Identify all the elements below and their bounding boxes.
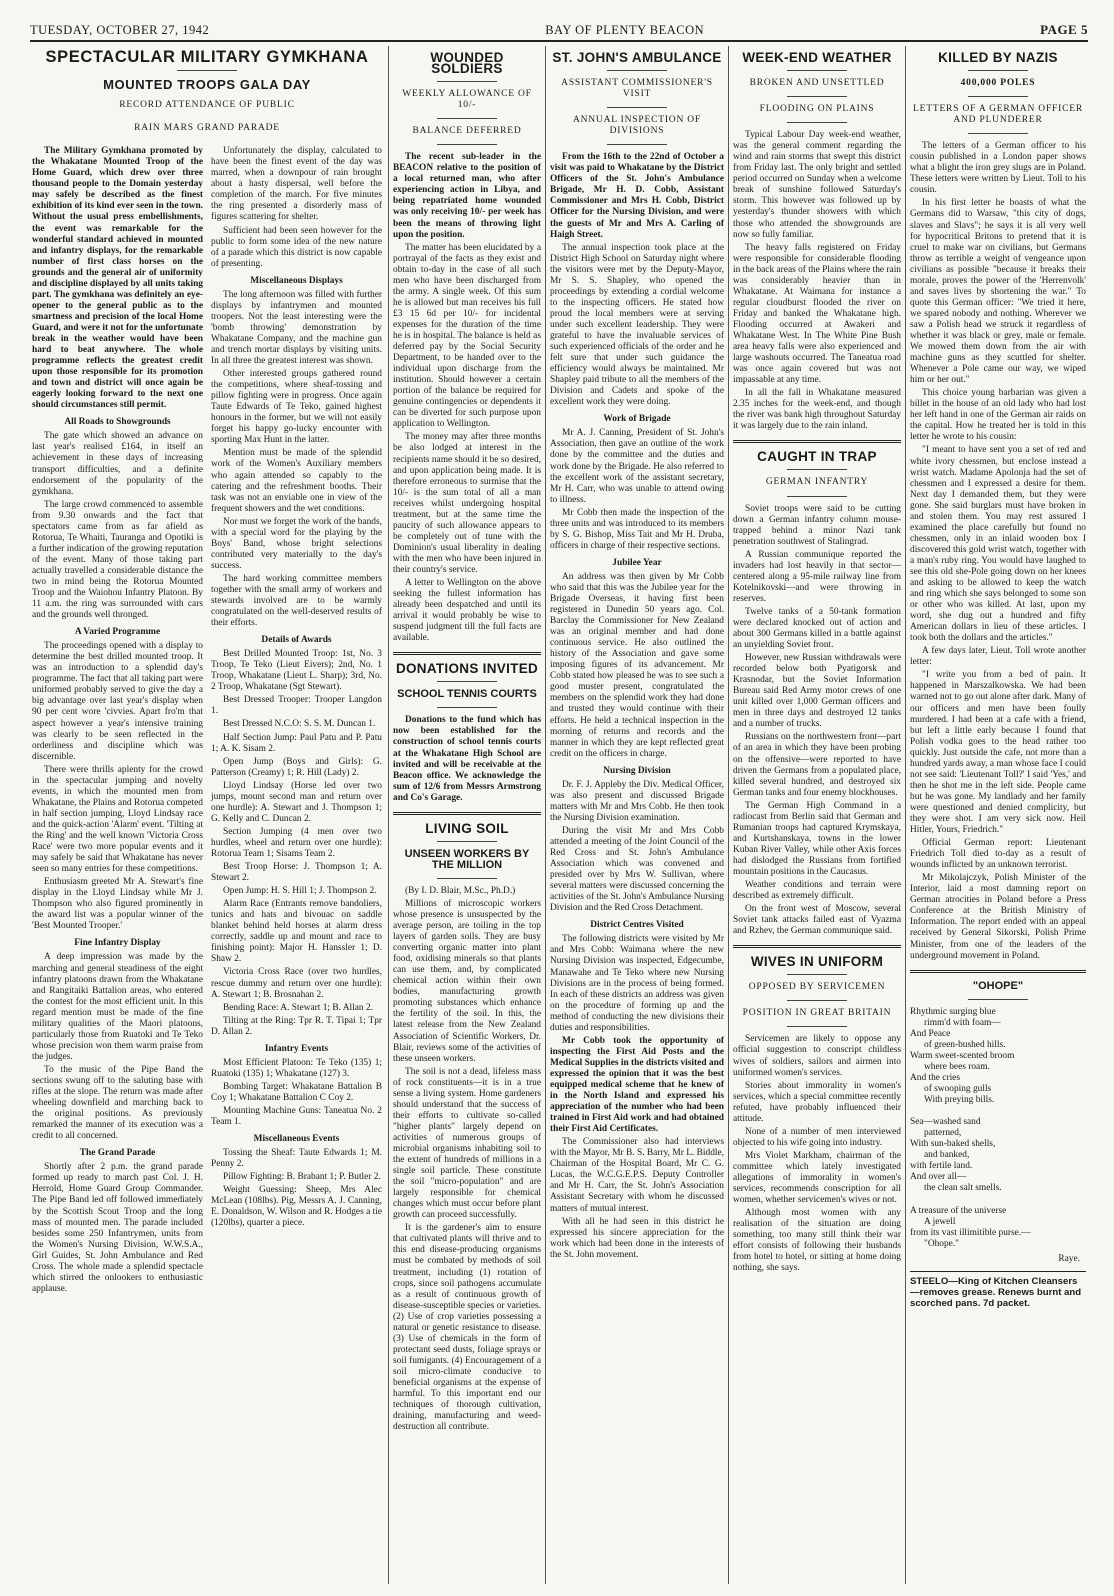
subhead-gymkhana: MOUNTED TROOPS GALA DAY	[103, 77, 311, 93]
paragraph: With all he had seen in this district he expressed his sincere appreciation for the work which had been done in the interests of the St. John movement.	[550, 1216, 724, 1260]
steelo-advert: STEELO—King of Kitchen Cleansers —removes grease. Renews burnt and scorched pans. 7d packet.	[910, 1275, 1082, 1309]
poem-line: With preying bills.	[924, 1095, 995, 1106]
poem-line: A jewell	[924, 1216, 956, 1227]
paragraph: The German High Command in a radiocast from Berlin said that German and Rumanian troops had captured Krymskaya, and Kurtshanskaya, towns in the lower Kuban River Valley, while other Axis forces had dislodged the Russians from fortified mountain positions in the Caucasus.	[733, 800, 901, 877]
poem-line	[910, 1106, 1086, 1117]
paragraph: (By I. D. Blair, M.Sc., Ph.D.)	[405, 885, 516, 896]
deck-stjohn: ANNUAL INSPECTION OF DIVISIONS	[572, 115, 702, 137]
stjohn-body	[550, 152, 724, 1261]
paragraph: Although most women with any realisation of the situation are doing something, too many still think their war effort consists of following their husbands from hotel to hotel, or sitting at home doing nothing, she says.	[733, 1208, 901, 1274]
paragraph: The following districts were visited by Mr and Mrs Cobb: Waimana where the new Nursing Division was inspected, Edgecumbe, Manawahe and Te Teko where new Nursing Divisions are in the process of being formed. In each of these districts an address was given on the procedure of forming up and the method of conducting the new divisions their duties and responsibilities.	[550, 934, 724, 1033]
paragraph: Mr Cobb then made the inspection of the three units and was introduced to its members by S. G. Bishop, Miss Tait and Mr H. Druba, officers in charge of their respective sections.	[550, 507, 724, 551]
paragraph: Other interested groups gathered round the competitions, where sheaf-tossing and pillow fighting were in progress. Once again Taute Edwards of Te Teko, gained highest honours in the former, but we will not easily forget his happy go-lucky encounter with sporting Max Hunt in the latter.	[211, 369, 382, 446]
deck-nazis: LETTERS OF A GERMAN OFFICER AND PLUNDERER	[913, 104, 1083, 126]
paragraph: Shortly after 2 p.m. the grand parade formed up ready to march past Col. J. H. Herrold, Home Guard Group Commander. The Pipe Band led off followed immediately by the Scottish Scout Troop and the long mass of mounted men. The parade included besides some 250 Infantrymen, units from the Women's Nursing Division, W.W.S.A., Girl Guides, St. John Ambulance and Red Cross. The whole made a splendid spectacle which stirred the onlookers to enthusiastic applause.	[32, 1162, 203, 1294]
divider	[733, 945, 901, 948]
headline-donations: DONATIONS INVITED	[395, 661, 539, 677]
section-heading: Miscellaneous Displays	[250, 275, 343, 286]
gymkhana-column-1	[32, 146, 203, 1297]
paragraph: Tilting at the Ring: Tpr R. T. Tipai 1; Tpr D. Allan 2.	[211, 1015, 382, 1037]
paragraph: "I meant to have sent you a set of red and white ivory chessmen, but enclose instead a wrist watch. Madame Apolonja had the set of chessmen and I expressed a desire for them. Next day I demanded them, but they were gone. She said burglars must have broken in and stolen them. You may rest assured I examined the place carefully but found no chessmen, only in an inlaid wooden box I discovered this gold wrist watch, together with a man's ruby ring. You would have laughed to see this old she-Pole going down on her knees and asking to be allowed to keep the watch and ring which she says belonged to some son or other who was killed. At last, upon my word, she dug out a hundred and fifty American dollars in lieu of these articles. I took both the dollars and the articles."	[910, 445, 1086, 644]
subhead-wounded: WEEKLY ALLOWANCE OF 10/-	[402, 89, 532, 111]
paragraph: Twelve tanks of a 50-tank formation were declared knocked out of action and about 300 Germans killed in a battle against an unyielding Soviet front.	[733, 606, 901, 651]
divider	[787, 469, 847, 470]
paragraph: To the music of the Pipe Band the sections swung off to the saluting base with rifles at the slope. The return was made after wheeling downfield and marching back to the original positions. As previously remarked the manner of its execution was a credit to all concerned.	[32, 1064, 203, 1142]
subhead-nazis: 400,000 POLES	[960, 78, 1036, 89]
subhead-soil: UNSEEN WORKERS BY THE MILLION	[404, 847, 530, 871]
section-heading: Details of Awards	[261, 635, 332, 646]
divider	[910, 970, 1086, 973]
column-rule	[388, 46, 389, 1584]
section-heading: The Grand Parade	[79, 1148, 156, 1159]
paragraph: Mr Mikolajczyk, Polish Minister of the Interior, laid a most damning report on German atrocities in Poland before a Press Conference at the British Ministry of Information. The report ended with an appeal received by General Sikorski, Polish Prime Minister, from one of the leaders of the underground movement in Poland.	[910, 873, 1086, 961]
divider	[437, 144, 497, 145]
divider	[787, 496, 847, 497]
poem-line: with fertile land.	[910, 1161, 973, 1172]
masthead	[30, 20, 1088, 38]
paragraph: The long afternoon was filled with further displays by infantrymen and mounted troopers. Not the least interesting were the 'bomb throwing' demonstration by Whakatane Company, and the machine gun and trench mortar displays by visiting units. In all three the greatest interest was shown.	[211, 289, 382, 367]
poem-line: of swooping gulls	[924, 1083, 992, 1094]
headline-stjohn: ST. JOHN'S AMBULANCE	[552, 50, 722, 65]
page-number: PAGE 5	[1040, 22, 1088, 37]
paragraph: Russians on the northwestern front—part of an area in which they have been probing on the offensive—were reported to have driven the Germans from a populated place, killed several hundred, and destroyed six German tanks and four enemy blockhouses.	[733, 732, 901, 798]
divider	[787, 1026, 847, 1027]
poem-title: "OHOPE"	[972, 979, 1024, 992]
paragraph: None of a number of men interviewed objected to his wife going into industry.	[733, 1126, 901, 1148]
paragraph: The recent sub-leader in the BEACON relative to the position of a local returned man, who after experiencing action in Libya, and being repatriated home wounded was only receiving 10/- per week has been the means of throwing light upon the position.	[393, 152, 541, 240]
divider	[910, 1271, 1086, 1272]
paragraph: This choice young barbarian was given a billet in the house of an old lady who had lost her left hand in one of the German air raids on the capital. How he treated her is told in this letter he wrote to his cousin:	[910, 388, 1086, 443]
paragraph: Millions of microscopic workers whose presence is unsuspected by the average person, are toiling in the top layers of garden soils. They are busy converting organic matter into plant food, oxidising minerals so that plants can use them, and, by complicated chemical action within their own bodies, manufacturing growth promoting substances which enhance the fertility of the soil. In this, the latest release from the New Zealand Association of Scientific Workers, Dr. Blair, reviews some of the activities of these unseen workers.	[393, 898, 541, 1064]
divider	[437, 707, 497, 708]
donations-body: Donations to the fund which has now been established for the construction of school tennis courts at the Whakatane High School are invited and will be receivable at the Beacon office. We acknowledge the sum of 12/6 from Messrs Armstrong and Co's Garage.	[393, 715, 541, 803]
paragraph: Typical Labour Day week-end weather, was the general comment regarding the wind and rain storms that swept this district from Friday last. The only bright and settled period occurred on Sunday when a welcome break of sunshine followed Saturday's storm. This however was followed up by yesterday's thunder showers with which those who attended the showgrounds are now so fully familiar.	[733, 130, 901, 240]
divider	[968, 133, 1028, 134]
trap-body	[733, 504, 901, 938]
paragraph: A Russian communique reported the invaders had lost heavily in that sector—centered along a 95-mile railway line from Kotelnikovski—and were throwing in reserves.	[733, 549, 901, 604]
paragraph: The hard working committee members together with the small army of workers and stewards involved are to be warmly congratulated on the well-deserved results of their efforts.	[211, 573, 382, 629]
poem-line: And over all—	[910, 1172, 967, 1183]
nazis-body	[910, 141, 1086, 961]
headline-weather: WEEK-END WEATHER	[742, 50, 892, 65]
paragraph: Unfortunately the display, calculated to have been the finest event of the day was marred, when a downpour of rain brought about a hasty dispersal, well before the completion of the march. For five minutes the ring presented a disorderly mass of figures scattering for shelter.	[211, 146, 382, 223]
paragraph: The proceedings opened with a display to determine the best drilled mounted troop. It was an introduction to a splendid day's programme. The fact that all taking part were uniformed probably served to give the day a big advantage over last year's display when 90 per cent wore 'civvies. Apart fro'm that aspect however a year's intensive training was clearly to be seen reflected in the orderliness and discipline which was discernible.	[32, 641, 203, 762]
paragraph: Victoria Cross Race (over two hurdles, rescue dummy and return over one hurdle): A. Stewart 1; B. Brosnahan 2.	[211, 967, 382, 1000]
paragraph: During the visit Mr and Mrs Cobb attended a meeting of the Joint Council of the Red Cross and St. John's Ambulance Association which was convened and presided over by Mrs W. Sullivan, where several matters were discussed concerning the activities of the St. John's Ambulance Nursing Division and the Red Cross Detachment.	[550, 825, 724, 914]
paragraph: Soviet troops were said to be cutting down a German infantry column mouse-trapped behind a minor Nazi tank penetration southwest of Stalingrad.	[733, 503, 901, 547]
paragraph: Servicemen are likely to oppose any official suggestion to conscript childless wives of soldiers, sailors and airmen into uniformed women's services.	[733, 1034, 901, 1078]
paragraph: The heavy falls registered on Friday were responsible for considerable flooding in the back areas of the Plains where the rain was considerably heavier than in Whakatane. At Waimana for instance a regular cloudburst flooded the river on Friday and banked the Whakatane high. Flooding occurred at Awakeri and Whakatane West. In The White Pine Bush area heavy falls were also experienced and large washouts occurred. The Taneatua road was once again covered but was not impassable at any time.	[733, 242, 901, 386]
paragraph: The letters of a German officer to his cousin published in a London paper shows what a blight the iron grey slugs are in Poland. These letters were written by Lieut. Toll to his cousin.	[910, 141, 1086, 196]
paragraph: A deep impression was made by the marching and general steadiness of the eight infantry platoons drawn from the Whakatane and Rangitaiki Battalion areas, who entered the contest for the most efficient unit. In this regard mention must be made of the fine military qualities of the Maori platoons, particularly those from Ruatoki and Te Teko whose precision won them warm praise from the judges.	[32, 952, 203, 1062]
paragraph: On the front west of Moscow, several Soviet tank attacks failed east of Vyazma and Rzhev, the German communique said.	[733, 904, 901, 937]
divider	[393, 652, 541, 655]
headline-trap: CAUGHT IN TRAP	[757, 449, 877, 465]
divider	[968, 999, 1028, 1000]
poem-line: and banked,	[924, 1150, 970, 1161]
paragraph: Weight Guessing: Sheep, Mrs Alec McLean (108lbs). Pig, Messrs A. J. Canning, E. Donaldson, W. Wilson and R. Hodges a tie (120lbs), quarter a piece.	[211, 1185, 382, 1229]
paragraph: The Military Gymkhana promoted by the Whakatane Mounted Troop of the Home Guard, which drew over three thousand people to the Domain yesterday may safely be described as the finest exhibition of its kind ever seen in the town. Without the usual press embellishments, the event was remarkable for the wonderful standard achieved in mounted and infantry displays, for the remarkable number of first class horses on the grounds and the general air of uniformity and discipline displayed by all units taking part. The gymkhana was definitely an eye-opener to the general public as to the smartness and precision of the local Home Guard, and were it not for the unfortunate break in the weather would have been hard to beat anywhere. The whole programme reflects the greatest credit upon those responsible for its promotion and town and district will once again be eagerly looking forward to the next one should circumstances still permit.	[32, 146, 203, 411]
divider	[607, 70, 667, 71]
paragraph: Sufficient had been seen however for the public to form some idea of the new nature of a parade which this district is now capable of presenting.	[211, 225, 382, 269]
paragraph: An address was then given by Mr Cobb who said that this was the Jubilee year for the Brigade Overseas, it having first been registered in Dunedin 50 years ago. Col. Barclay the Commissioner for New Zealand was an original member and had done continuous service. He also outlined the history of the Association and gave some imposing figures of its advancement. Mr Cobb stated how pleased he was to see such a good muster present, congratulated the members on the splendid work they had done and trusted they would continue with their efforts. He held a technical inspection in the morning of returns and records and the manner in which they are kept reflected great credit on the officers in charge.	[550, 571, 724, 759]
paragraph: Bombing Target: Whakatane Battalion B Coy 1; Whakatane Battalion C Coy 2.	[211, 1081, 382, 1103]
paragraph: A few days later, Lieut. Toll wrote another letter:	[910, 646, 1086, 668]
poem-body	[910, 1007, 1086, 1250]
paragraph: Dr. F. J. Appleby the Div. Medical Officer, was also present and discussed Brigade matters with Mr and Mrs Cobb. He then took the Nursing Division examination.	[550, 779, 724, 823]
wounded-body	[393, 152, 541, 644]
section-heading: All Roads to Showgrounds	[64, 417, 171, 428]
divider	[787, 96, 847, 97]
divider	[177, 70, 237, 71]
paragraph: The money may after three months be also lodged at interest in the recipients name should it be so desired, and upon application being made. It is therefore erroneous to surmise that the 10/- is the sum total of all a man receives whilst undergoing hospital treatment, but at the same time the paucity of such allowance appears to be completely out of tune with the Dominion's usual liberality in dealing with the men who have been injured in their country's service.	[393, 432, 541, 575]
paragraph: Best Dressed Trooper: Trooper Langdon 1.	[211, 695, 382, 717]
poem-line: A treasure of the universe	[910, 1205, 1007, 1216]
headline-soil: LIVING SOIL	[425, 820, 509, 836]
paragraph: The annual inspection took place at the District High School on Saturday night where the visitors were met by the Deputy-Mayor, Mr S. S. Shapley, who opened the proceedings by extending a cordial welcome to the inspecting officers. He stated how proud the local members were at serving under such excellent leadership. They were grateful to have the invaluable services of such experienced officials of the order and he felt sure that under such guidance the efficiency would always be maintained. Mr Shapley paid tribute to all the members of the Division and Cadets and spoke of the excellent work they were doing.	[550, 242, 724, 408]
paragraph: Best Drilled Mounted Troop: 1st, No. 3 Troop, Te Teko (Lieut Eivers); 2nd, No. 1 Troop, Whakatane (Lieut L. Sharp); 3rd, No. 2 Troop, Whakatane (Sgt Stewart).	[211, 649, 382, 693]
masthead-rule	[30, 40, 1088, 42]
paragraph: Mrs Violet Markham, chairman of the committee which lately investigated allegations of immorality in women's services, recommends conscription for all women, whether servicemen's wives or not.	[733, 1150, 901, 1206]
column-stjohn	[550, 46, 724, 1586]
deck-wounded: BALANCE DEFERRED	[412, 126, 522, 137]
column-rule	[545, 46, 546, 1584]
divider	[437, 878, 497, 879]
paragraph: Half Section Jump: Paul Patu and P. Patu 1; A. K. Sisam 2.	[211, 732, 382, 754]
poem-line: where bees roam.	[924, 1061, 990, 1072]
divider	[968, 96, 1028, 97]
headline-gymkhana: SPECTACULAR MILITARY GYMKHANA	[45, 48, 369, 66]
divider	[787, 1000, 847, 1001]
section-heading: Miscellaneous Events	[253, 1134, 340, 1145]
divider	[968, 70, 1028, 71]
deck-gymkhana-1: RECORD ATTENDANCE OF PUBLIC	[119, 100, 295, 111]
weather-body	[733, 130, 901, 432]
poem-line: patterned,	[924, 1128, 962, 1139]
poem-line: "Ohope."	[924, 1238, 959, 1249]
paragraph: Best Dressed N.C.O: S. S. M. Duncan 1.	[223, 719, 376, 730]
divider	[733, 440, 901, 443]
section-heading: District Centres Visited	[590, 920, 684, 931]
paragraph: Stories about immorality in women's services, which a special committee recently refuted, have probably influenced their attitude.	[733, 1080, 901, 1124]
poem-line: With sun-baked shells,	[910, 1139, 996, 1150]
paragraph: Open Jump: H. S. Hill 1; J. Thompson 2.	[223, 886, 377, 897]
issue-date: TUESDAY, OCTOBER 27, 1942	[30, 23, 210, 37]
divider	[787, 122, 847, 123]
column-wounded	[393, 46, 541, 1586]
paragraph: Pillow Fighting: B. Brabant 1; P. Butler 2.	[223, 1172, 381, 1183]
poem-line: Warm sweet-scented broom	[910, 1050, 1015, 1061]
paragraph: Section Jumping (4 men over two hurdles, wheel and return over one hurdle): Rotorua Team 1; Sisams Team 2.	[211, 826, 382, 859]
column-rule	[728, 46, 729, 1584]
poem-line: from its vast illimitible purse.—	[910, 1227, 1031, 1238]
paragraph: The soil is not a dead, lifeless mass of rock constituents—it is in a true sense a living system. Home gardeners should understand that the success of their efforts to cultivate so-called "higher plants" largely depend on activities of numerous groups of microbial organisms inhabiting soil to the extent of hundreds of millions in a single soil particle. These constitute the soil "micro-population" and are largely responsible for chemical changes which must occur before plant growth can proceed successfully.	[393, 1066, 541, 1221]
section-heading: Nursing Division	[603, 765, 671, 776]
subhead-trap: GERMAN INFANTRY	[765, 477, 869, 488]
poem-line: And the cries	[910, 1072, 960, 1083]
headline-wounded: WOUNDED SOLDIERS	[430, 50, 504, 77]
article-gymkhana	[32, 46, 382, 1586]
paragraph: Alarm Race (Entrants remove bandoliers, tunics and hats and bivouac on saddle blanket behind held horses at alarm dress correctly, saddle up and mount and race to finishing point): Major H. Hanssler 1; D. Shaw 2.	[211, 899, 382, 965]
poem-line	[910, 1194, 1086, 1205]
divider	[393, 812, 541, 815]
divider	[437, 681, 497, 682]
headline-wives: WIVES IN UNIFORM	[750, 954, 884, 970]
paragraph: It is the gardener's aim to ensure that cultivated plants will thrive and to this end disease-producing organisms must be combated by methods of soil treatment, including (1) rotation of crops, since soil pathogens accumulate as a result of continuous growth of disease-susceptible species or varieties. (2) Use of crop varieties possessing a natural or genetic resistance to disease. (3) Use of chemicals in the form of protectant seed dusts, foliage sprays or soil fumigants. (4) Encouragement of a soil micro-climate conducive to beneficial organisms at the expense of harmful. To this important end our techniques of thorough cultivation, draining, manufacturing and weed-destruction all contribute.	[393, 1223, 541, 1433]
paragraph: Nor must we forget the work of the bands, with a special word for the playing by the Boys' Band, whose bright selections contributed very materially to the day's success.	[211, 516, 382, 571]
paragraph: The large crowd commenced to assemble from 9.30 onwards and the fact that spectators came from as far afield as Rotorua, Te Whaiti, Tauranga and Opotiki is a further indication of the growing reputation of the event. Many of those taking part actually travelled a considerable distance the two in mind being the Rotorua Mounted Troop and the Waiohou Infantry Platoon. By 11 a.m. the ring was surrounded with cars and the grounds well thronged.	[32, 499, 203, 621]
column-rule	[905, 46, 906, 1584]
paragraph: The gate which showed an advance on last year's realised £164, in itself an achievement in these days of increasing transport difficulties, and a definite endorsement of the popularity of the gymkhana.	[32, 431, 203, 497]
paragraph: Mention must be made of the splendid work of the Women's Auxiliary members who again attended so capably to the catering and the refreshment booths. Their task was not an enviable one in view of the frequent showers and the wet conditions.	[211, 448, 382, 514]
divider	[437, 118, 497, 119]
paragraph: Lloyd Lindsay (Horse led over two jumps, mount second man and return over one hurdle): A. Stewart and J. Thompson 1; G. Kelly and C. Duncan 2.	[211, 780, 382, 824]
poem-line: Rhythmic surging blue	[910, 1006, 996, 1017]
deck-weather: FLOODING ON PLAINS	[759, 104, 875, 115]
paragraph: Mounting Machine Guns: Taneatua No. 2 Team 1.	[211, 1105, 382, 1128]
paragraph: Most Efficient Platoon: Te Teko (135) 1; Ruatoki (135) 1; Whakatane (127) 3.	[211, 1057, 382, 1079]
section-heading: Work of Brigade	[603, 414, 671, 425]
column-nazis	[910, 46, 1086, 1586]
paragraph: However, new Russian withdrawals were recorded below both Pyatigorsk and Krasnodar, but the Soviet Information Bureau said Red Army motor crews of one unit killed over 1,000 German officers and men in three days and destroyed 12 tanks and a number of trucks.	[733, 653, 901, 730]
poem-line: Sea—washed sand	[910, 1117, 981, 1128]
poem-line: of green-bushed hills.	[924, 1039, 1006, 1050]
paragraph: There were thrills aplenty for the crowd in the spectacular jumping and novelty events, in which the mounted men from Whakatane, the Plains and Rotorua competed in half section jumping, Lloyd Lindsay race and the quick-action 'Alarm' event. 'Tilting at the Ring' and the well known 'Victoria Cross Race' were two more popular events and it may safely be said that Whakatane has never seen so many entries for these competitions.	[32, 764, 203, 875]
paragraph: Tossing the Sheaf: Taute Edwards 1; M. Penny 2.	[211, 1148, 382, 1170]
paragraph: Mr A. J. Canning, President of St. John's Association, then gave an outline of the work done by the committee and the duties and work done by the Brigade. He also referred to the excellent work of the assistant secretary, Mr H. Carr, who was unable to attend owing to illness.	[550, 428, 724, 505]
poem-signature: Raye.	[1058, 1253, 1080, 1264]
paragraph: Official German report: Lieutenant Friedrich Toll died to-day as a result of wounds inflicted by an unknown terrorist.	[910, 838, 1086, 871]
paper-name: BAY OF PLENTY BEACON	[545, 23, 705, 37]
paragraph: "I write you from a bed of pain. It happened in Marszalkowska. We had been warned not to go out alone after dark. Many of our officers and men have been foully murdered. I had been at a cafe with a friend, but left a little early because I found that Polish vodka goes to the head rather too quickly. Just outside the cafe, not more than a hundred yards away, a man whose face I could not see said: 'Lieutenant Toll?' I said 'Yes,' and then he shot me in the left side. People came but he was gone. My landlady and her family were questioned and denied complicity, but they were shot. I am very sick now. Heil Hitler, Yours, Friedrich."	[910, 670, 1086, 836]
poem-line: the clean salt smells.	[924, 1183, 1002, 1194]
paragraph: The matter has been elucidated by a portrayal of the facts as they exist and obtain to-day in the case of all such men who have been discharged from the army. A single week. Of this sum he is allowed but man receives his full £3 15 6d per 10/- for incidental expenses for the duration of the time he is in hospital. The balance is held as deferred pay by the Social Security Department, to be handed over to the individual upon discharge from the institution. Should however a certain portion of the balance be required for genuine contingencies or dependents it can be diverted for such purpose upon application to Wellington.	[393, 242, 541, 430]
paragraph: In all the fall in Whakatane measured 2.35 inches for the week-end, and though the river was bank high throughout Saturday it was largely due to the rain inland.	[733, 388, 901, 432]
paragraph: The Commissioner also had interviews with the Mayor, Mr B. S. Barry, Mr L. Biddle, Chairman of the Hospital Board, Mr C. G. Lucas, the W.C.G.E.P.S. Deputy Controller and Mr H. Carr, the St. John's Association Assistant Secretary with whom he discussed matters of mutual interest.	[550, 1137, 724, 1214]
divider	[787, 974, 847, 975]
section-heading: A Varied Programme	[74, 627, 161, 638]
subhead-donations: SCHOOL TENNIS COURTS	[397, 688, 537, 701]
divider	[787, 70, 847, 71]
soil-body	[393, 886, 541, 1433]
divider	[607, 107, 667, 108]
paragraph: Enthusiasm greeted Mr A. Stewart's fine display in the Lloyd Lindsay while Mr J. Thompson who also figured prominently in the award list was a popular winner of the 'Best Mounted Trooper.'	[32, 877, 203, 932]
section-heading: Infantry Events	[264, 1043, 329, 1054]
divider	[607, 144, 667, 145]
paragraph: In his first letter he boasts of what the Germans did to Warsaw, "this city of dogs, slaves and Slavs"; he says it is all very well for hypocritical Britons to pretend that it is cruel to make war on civilians, but Germans throw as terrible a weight of vengeance upon civilians as possible "because it breaks their morale, proves the power of the 'Herrenvolk' and saves lives by shortening the war." To quote this German officer: "We tried it here, we spared nobody and nothing. Wherever we saw a Polish head we struck it regardless of whether it was black or grey, male or female. We mowed them down from the air with machine guns as they scuttled for shelter. Whenever a Pole came our way, we wiped him or her out."	[910, 198, 1086, 386]
subhead-weather: BROKEN AND UNSETTLED	[749, 78, 885, 89]
paragraph: Weather conditions and terrain were described as extremely difficult.	[733, 880, 901, 902]
paragraph: Open Jump (Boys and Girls): G. Patterson (Creamy) 1; R. Hill (Lady) 2.	[211, 756, 382, 778]
paragraph: A letter to Wellington on the above seeking the fullest information has already been despatched and until its arrival it would probably be wise to suspend judgment till the full facts are available.	[393, 578, 541, 644]
deck-gymkhana-2: RAIN MARS GRAND PARADE	[134, 123, 280, 134]
poem-line: rimm'd with foam—	[924, 1017, 1001, 1028]
poem-line: And Peace	[910, 1028, 951, 1039]
paragraph: From the 16th to the 22nd of October a visit was paid to Whakatane by the District Officers of the St. John's Ambulance Brigade, Mr H. D. Cobb, Assistant Commissioner and Mrs H. Cobb, District Officer for the Nursing Division, and were the guests of Mr and Mrs A. Carling of Haigh Street.	[550, 152, 724, 240]
section-heading: Fine Infantry Display	[74, 938, 161, 949]
divider	[437, 81, 497, 82]
column-weather	[733, 46, 901, 1586]
wives-body	[733, 1034, 901, 1274]
section-heading: Jubilee Year	[612, 557, 662, 568]
subhead-stjohn: ASSISTANT COMMISSIONER'S VISIT	[561, 78, 713, 100]
subhead-wives: OPPOSED BY SERVICEMEN	[748, 982, 886, 993]
gymkhana-column-2	[211, 146, 382, 1297]
paragraph: Best Troop Horse: J. Thompson 1; A. Stewart 2.	[211, 862, 382, 884]
paragraph: Bending Race: A. Stewart 1; B. Allan 2.	[223, 1002, 373, 1013]
paragraph: Mr Cobb took the opportunity of inspecting the First Aid Posts and the Medical Supplies in the districts visited and expressed the opinion that it was the best equipped medical scheme that he knew of in the North Island and expressed his appreciation of the number who had been trained in First Aid work and had obtained their First Aid Certificates.	[550, 1035, 724, 1135]
headline-nazis: KILLED BY NAZIS	[938, 50, 1058, 65]
divider	[437, 841, 497, 842]
deck-wives: POSITION IN GREAT BRITAIN	[742, 1008, 892, 1019]
